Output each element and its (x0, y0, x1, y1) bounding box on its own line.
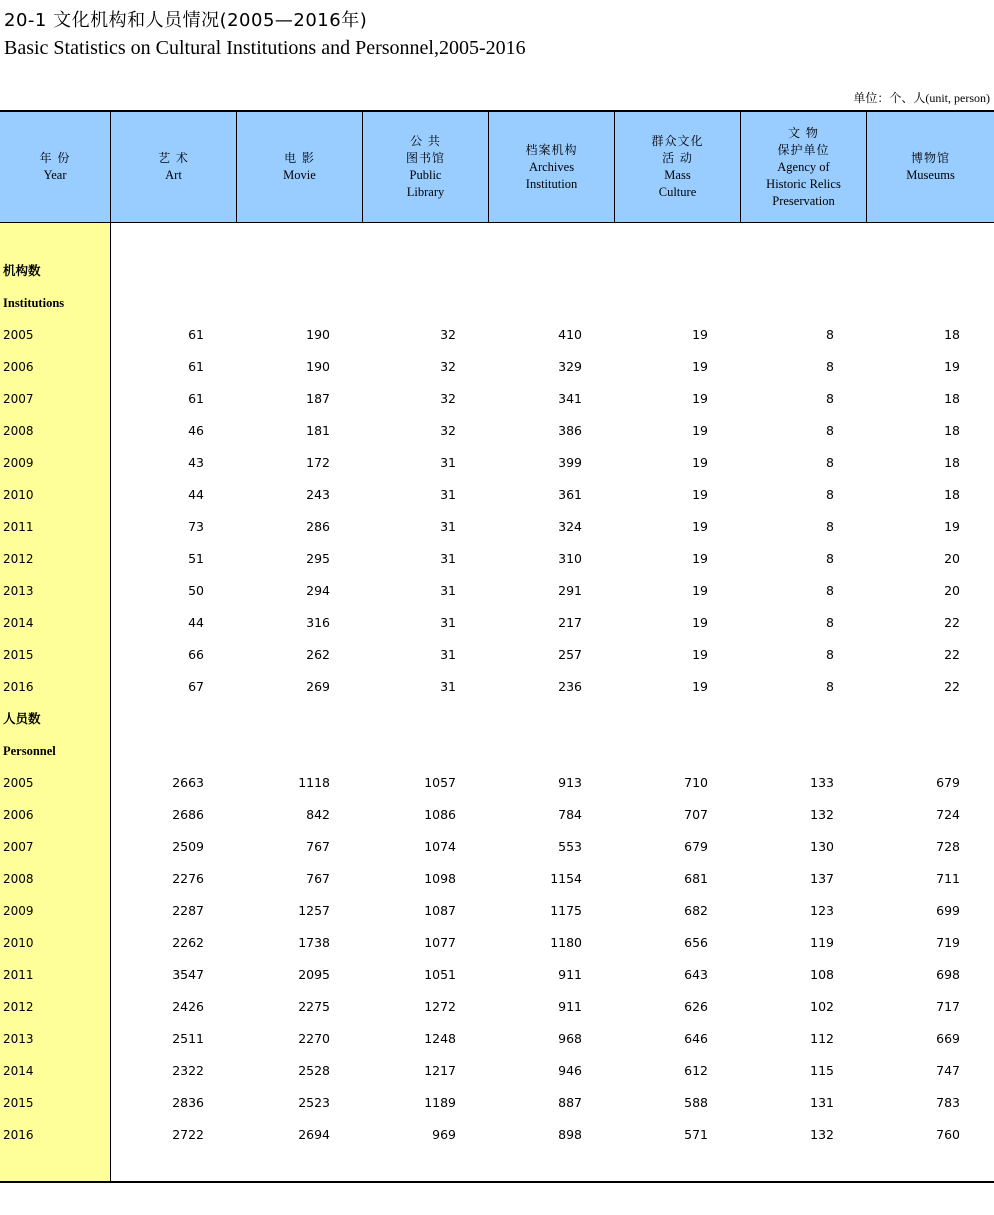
section-label-row (0, 703, 994, 735)
value-cell: 8 (826, 327, 834, 342)
value-cell: 679 (936, 775, 960, 790)
value-cell: 784 (558, 807, 582, 822)
value-cell: 8 (826, 391, 834, 406)
value-cell: 8 (826, 583, 834, 598)
value-cell: 968 (558, 1031, 582, 1046)
value-cell: 1154 (550, 871, 582, 886)
value-cell: 19 (692, 647, 708, 662)
value-cell: 32 (440, 327, 456, 342)
header-year (0, 112, 111, 222)
value-cell: 2322 (172, 1063, 204, 1078)
value-cell: 2523 (298, 1095, 330, 1110)
value-cell: 1051 (424, 967, 456, 982)
year-cell: 2008 (3, 872, 34, 886)
header-library-cn-1: 公 共 (410, 134, 441, 148)
table-row (0, 607, 994, 639)
page-title-chinese: 20-1 文化机构和人员情况(2005—2016年) (4, 10, 368, 31)
value-cell: 19 (692, 455, 708, 470)
table-row (0, 1087, 994, 1119)
value-cell: 31 (440, 551, 456, 566)
value-cell: 898 (558, 1127, 582, 1142)
value-cell: 361 (558, 487, 582, 502)
value-cell: 767 (306, 871, 330, 886)
value-cell: 710 (684, 775, 708, 790)
value-cell: 123 (810, 903, 834, 918)
header-mass-cn-1: 群众文化 (651, 134, 704, 148)
value-cell: 626 (684, 999, 708, 1014)
value-cell: 8 (826, 487, 834, 502)
value-cell: 20 (944, 551, 960, 566)
section-label-row (0, 255, 994, 287)
header-relics-en-1: Agency of (777, 159, 830, 174)
header-year-cn: 年 份 (39, 151, 71, 165)
value-cell: 19 (944, 519, 960, 534)
value-cell: 1217 (424, 1063, 456, 1078)
value-cell: 119 (810, 935, 834, 950)
table-row (0, 319, 994, 351)
table-row (0, 447, 994, 479)
header-museums-en: Museums (906, 168, 955, 182)
value-cell: 656 (684, 935, 708, 950)
table-row (0, 543, 994, 575)
year-cell: 2011 (3, 968, 34, 982)
header-year-en: Year (43, 168, 67, 182)
value-cell: 31 (440, 487, 456, 502)
value-cell: 112 (810, 1031, 834, 1046)
value-cell: 66 (188, 647, 204, 662)
value-cell: 18 (944, 423, 960, 438)
value-cell: 842 (306, 807, 330, 822)
value-cell: 8 (826, 519, 834, 534)
page-title-english: Basic Statistics on Cultural Institutions and Personnel,2005-2016 (4, 37, 526, 59)
table-row (0, 479, 994, 511)
section-label-en: Personnel (3, 744, 56, 758)
value-cell: 724 (936, 807, 960, 822)
value-cell: 2275 (298, 999, 330, 1014)
value-cell: 102 (810, 999, 834, 1014)
bottom-rule (0, 1181, 994, 1183)
value-cell: 399 (558, 455, 582, 470)
value-cell: 236 (558, 679, 582, 694)
year-cell: 2005 (3, 328, 34, 342)
year-cell: 2011 (3, 520, 34, 534)
value-cell: 911 (558, 999, 582, 1014)
value-cell: 682 (684, 903, 708, 918)
table-row (0, 927, 994, 959)
header-mass-en-2: Culture (658, 185, 697, 199)
year-cell: 2013 (3, 584, 34, 598)
header-archives-en-2: Institution (525, 176, 578, 191)
value-cell: 410 (558, 327, 582, 342)
value-cell: 1180 (550, 935, 582, 950)
value-cell: 1077 (424, 935, 456, 950)
value-cell: 341 (558, 391, 582, 406)
year-cell: 2010 (3, 936, 34, 950)
value-cell: 294 (306, 583, 330, 598)
year-cell: 2012 (3, 1000, 34, 1014)
header-mass-culture (615, 112, 741, 222)
value-cell: 190 (306, 359, 330, 374)
value-cell: 969 (432, 1127, 456, 1142)
value-cell: 132 (810, 807, 834, 822)
header-museums-cn: 博物馆 (910, 151, 950, 165)
value-cell: 1175 (550, 903, 582, 918)
year-cell: 2015 (3, 648, 34, 662)
value-cell: 316 (306, 615, 330, 630)
value-cell: 19 (692, 487, 708, 502)
section-label-cn: 人员数 (3, 711, 41, 726)
value-cell: 22 (944, 615, 960, 630)
table-row (0, 415, 994, 447)
value-cell: 310 (558, 551, 582, 566)
value-cell: 1272 (424, 999, 456, 1014)
value-cell: 108 (810, 967, 834, 982)
table-row (0, 863, 994, 895)
header-relics-en-2: Historic Relics (766, 176, 841, 191)
value-cell: 32 (440, 423, 456, 438)
value-cell: 1738 (298, 935, 330, 950)
value-cell: 257 (558, 647, 582, 662)
value-cell: 2270 (298, 1031, 330, 1046)
value-cell: 1189 (424, 1095, 456, 1110)
value-cell: 8 (826, 679, 834, 694)
value-cell: 61 (188, 327, 204, 342)
value-cell: 19 (944, 359, 960, 374)
value-cell: 132 (810, 1127, 834, 1142)
value-cell: 18 (944, 487, 960, 502)
year-cell: 2010 (3, 488, 34, 502)
value-cell: 31 (440, 519, 456, 534)
year-cell: 2015 (3, 1096, 34, 1110)
value-cell: 2276 (172, 871, 204, 886)
year-cell: 2012 (3, 552, 34, 566)
table-row (0, 831, 994, 863)
value-cell: 8 (826, 359, 834, 374)
header-art (111, 112, 237, 222)
table-row (0, 1119, 994, 1151)
value-cell: 386 (558, 423, 582, 438)
value-cell: 291 (558, 583, 582, 598)
value-cell: 190 (306, 327, 330, 342)
header-movie (237, 112, 363, 222)
value-cell: 51 (188, 551, 204, 566)
value-cell: 1074 (424, 839, 456, 854)
value-cell: 324 (558, 519, 582, 534)
value-cell: 8 (826, 455, 834, 470)
value-cell: 946 (558, 1063, 582, 1078)
value-cell: 8 (826, 423, 834, 438)
value-cell: 783 (936, 1095, 960, 1110)
value-cell: 2509 (172, 839, 204, 854)
year-cell: 2006 (3, 360, 34, 374)
header-relics-agency (741, 112, 867, 222)
value-cell: 61 (188, 391, 204, 406)
value-cell: 262 (306, 647, 330, 662)
value-cell: 31 (440, 679, 456, 694)
table-row (0, 959, 994, 991)
header-relics-en-3: Preservation (772, 193, 835, 208)
value-cell: 31 (440, 615, 456, 630)
value-cell: 50 (188, 583, 204, 598)
value-cell: 911 (558, 967, 582, 982)
value-cell: 1098 (424, 871, 456, 886)
value-cell: 130 (810, 839, 834, 854)
year-cell: 2014 (3, 1064, 34, 1078)
value-cell: 1086 (424, 807, 456, 822)
value-cell: 643 (684, 967, 708, 982)
value-cell: 8 (826, 647, 834, 662)
value-cell: 2262 (172, 935, 204, 950)
year-cell: 2016 (3, 680, 34, 694)
value-cell: 2694 (298, 1127, 330, 1142)
year-cell: 2009 (3, 904, 34, 918)
header-archives-cn: 档案机构 (525, 142, 578, 157)
value-cell: 747 (936, 1063, 960, 1078)
value-cell: 8 (826, 615, 834, 630)
value-cell: 131 (810, 1095, 834, 1110)
value-cell: 217 (558, 615, 582, 630)
value-cell: 31 (440, 455, 456, 470)
value-cell: 728 (936, 839, 960, 854)
header-mass-cn-2: 活 动 (662, 151, 693, 165)
header-archives (489, 112, 615, 222)
value-cell: 1057 (424, 775, 456, 790)
year-cell: 2006 (3, 808, 34, 822)
value-cell: 133 (810, 775, 834, 790)
header-mass-en-1: Mass (664, 168, 691, 182)
table-row (0, 1023, 994, 1055)
table-row (0, 671, 994, 703)
header-relics-cn-2: 保护单位 (777, 142, 830, 157)
value-cell: 115 (810, 1063, 834, 1078)
value-cell: 767 (306, 839, 330, 854)
value-cell: 760 (936, 1127, 960, 1142)
value-cell: 2287 (172, 903, 204, 918)
header-movie-en: Movie (283, 168, 316, 182)
header-library-cn-2: 图书馆 (405, 151, 445, 165)
value-cell: 717 (936, 999, 960, 1014)
table-row (0, 991, 994, 1023)
value-cell: 1257 (298, 903, 330, 918)
header-library-en-1: Public (409, 168, 442, 182)
header-movie-cn: 电 影 (284, 151, 315, 165)
value-cell: 19 (692, 519, 708, 534)
value-cell: 2426 (172, 999, 204, 1014)
value-cell: 3547 (172, 967, 204, 982)
value-cell: 187 (306, 391, 330, 406)
value-cell: 31 (440, 583, 456, 598)
value-cell: 698 (936, 967, 960, 982)
value-cell: 913 (558, 775, 582, 790)
value-cell: 329 (558, 359, 582, 374)
value-cell: 295 (306, 551, 330, 566)
value-cell: 571 (684, 1127, 708, 1142)
value-cell: 22 (944, 647, 960, 662)
value-cell: 32 (440, 391, 456, 406)
value-cell: 18 (944, 327, 960, 342)
header-public-library (363, 112, 489, 222)
unit-label: 单位：个、人(unit, person) (853, 91, 990, 105)
value-cell: 669 (936, 1031, 960, 1046)
section-label-row (0, 287, 994, 319)
table-row (0, 639, 994, 671)
value-cell: 269 (306, 679, 330, 694)
value-cell: 711 (936, 871, 960, 886)
value-cell: 32 (440, 359, 456, 374)
table-header (0, 112, 994, 223)
year-cell: 2007 (3, 392, 34, 406)
value-cell: 67 (188, 679, 204, 694)
value-cell: 19 (692, 327, 708, 342)
value-cell: 2722 (172, 1127, 204, 1142)
year-cell: 2005 (3, 776, 34, 790)
value-cell: 286 (306, 519, 330, 534)
value-cell: 2511 (172, 1031, 204, 1046)
value-cell: 1118 (298, 775, 330, 790)
year-cell: 2009 (3, 456, 34, 470)
header-art-cn: 艺 术 (158, 151, 189, 165)
year-cell: 2016 (3, 1128, 34, 1142)
value-cell: 553 (558, 839, 582, 854)
value-cell: 1087 (424, 903, 456, 918)
table-row (0, 383, 994, 415)
table-row (0, 767, 994, 799)
table-row (0, 575, 994, 607)
value-cell: 707 (684, 807, 708, 822)
value-cell: 646 (684, 1031, 708, 1046)
value-cell: 719 (936, 935, 960, 950)
header-art-en: Art (165, 168, 182, 182)
header-relics-cn-1: 文 物 (788, 125, 819, 140)
value-cell: 681 (684, 871, 708, 886)
year-cell: 2013 (3, 1032, 34, 1046)
value-cell: 2836 (172, 1095, 204, 1110)
value-cell: 172 (306, 455, 330, 470)
value-cell: 2528 (298, 1063, 330, 1078)
table-row (0, 351, 994, 383)
year-cell: 2014 (3, 616, 34, 630)
value-cell: 19 (692, 359, 708, 374)
value-cell: 44 (188, 487, 204, 502)
value-cell: 19 (692, 583, 708, 598)
header-archives-en-1: Archives (528, 159, 575, 174)
value-cell: 588 (684, 1095, 708, 1110)
value-cell: 699 (936, 903, 960, 918)
year-cell: 2007 (3, 840, 34, 854)
value-cell: 31 (440, 647, 456, 662)
value-cell: 46 (188, 423, 204, 438)
header-library-en-2: Library (406, 185, 445, 199)
value-cell: 2095 (298, 967, 330, 982)
value-cell: 137 (810, 871, 834, 886)
table-row (0, 799, 994, 831)
value-cell: 22 (944, 679, 960, 694)
value-cell: 612 (684, 1063, 708, 1078)
value-cell: 19 (692, 679, 708, 694)
value-cell: 2686 (172, 807, 204, 822)
value-cell: 20 (944, 583, 960, 598)
value-cell: 679 (684, 839, 708, 854)
value-cell: 19 (692, 391, 708, 406)
value-cell: 2663 (172, 775, 204, 790)
value-cell: 73 (188, 519, 204, 534)
value-cell: 887 (558, 1095, 582, 1110)
section-label-cn: 机构数 (3, 263, 41, 278)
value-cell: 18 (944, 391, 960, 406)
value-cell: 1248 (424, 1031, 456, 1046)
section-label-row (0, 735, 994, 767)
value-cell: 181 (306, 423, 330, 438)
table-row (0, 1055, 994, 1087)
value-cell: 243 (306, 487, 330, 502)
value-cell: 43 (188, 455, 204, 470)
value-cell: 8 (826, 551, 834, 566)
value-cell: 19 (692, 423, 708, 438)
header-museums (867, 112, 994, 222)
value-cell: 61 (188, 359, 204, 374)
value-cell: 18 (944, 455, 960, 470)
value-cell: 44 (188, 615, 204, 630)
table-row (0, 511, 994, 543)
year-cell: 2008 (3, 424, 34, 438)
value-cell: 19 (692, 551, 708, 566)
table-row (0, 895, 994, 927)
value-cell: 19 (692, 615, 708, 630)
section-label-en: Institutions (3, 296, 65, 310)
